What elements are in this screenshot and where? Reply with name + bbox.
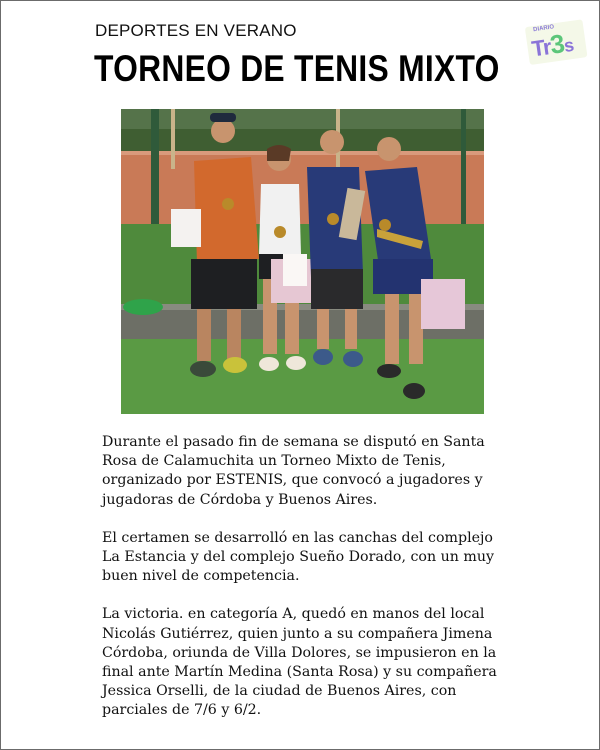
article-body <box>102 433 502 740</box>
tennis-players-photo-illustration <box>121 109 484 414</box>
article-paragraph-2: El certamen se desarrolló en las canchas del complejo La Estancia y del complejo Sueño Dorado, con un muy buen nivel de competencia. <box>102 529 494 585</box>
section-kicker: DEPORTES EN VERANO <box>95 21 297 40</box>
logo-brand <box>530 27 575 63</box>
logo-diario-text: DIARIO <box>532 24 555 34</box>
article-paragraph-3: La victoria. en categoría A, quedó en manos del local Nicolás Gutiérrez, quien junto a su compañera Jimena Córdoba, oriunda de Villa Dolores, se impusieron en la final ante Martín Medina (Santa Rosa) y su compañera Jessica Orselli, de la ciudad de Buenos Aires, con parciales de 7/6 y 6/2. <box>102 606 497 719</box>
logo-brand-tr: Tr <box>530 34 553 62</box>
article-paragraph-1: Durante el pasado fin de semana se disputó en Santa Rosa de Calamuchita un Torneo Mixto de Tenis, organizado por ESTENIS, que convocó a jugadores y jugadoras de Córdoba y Buenos Aires. <box>102 434 485 508</box>
logo-brand-s: s <box>562 34 575 56</box>
diario-tr3s-logo <box>522 15 592 67</box>
logo-brand-3: 3 <box>548 28 566 60</box>
article-photo <box>121 109 484 414</box>
article-headline: TORNEO DE TENIS MIXTO <box>94 48 500 89</box>
